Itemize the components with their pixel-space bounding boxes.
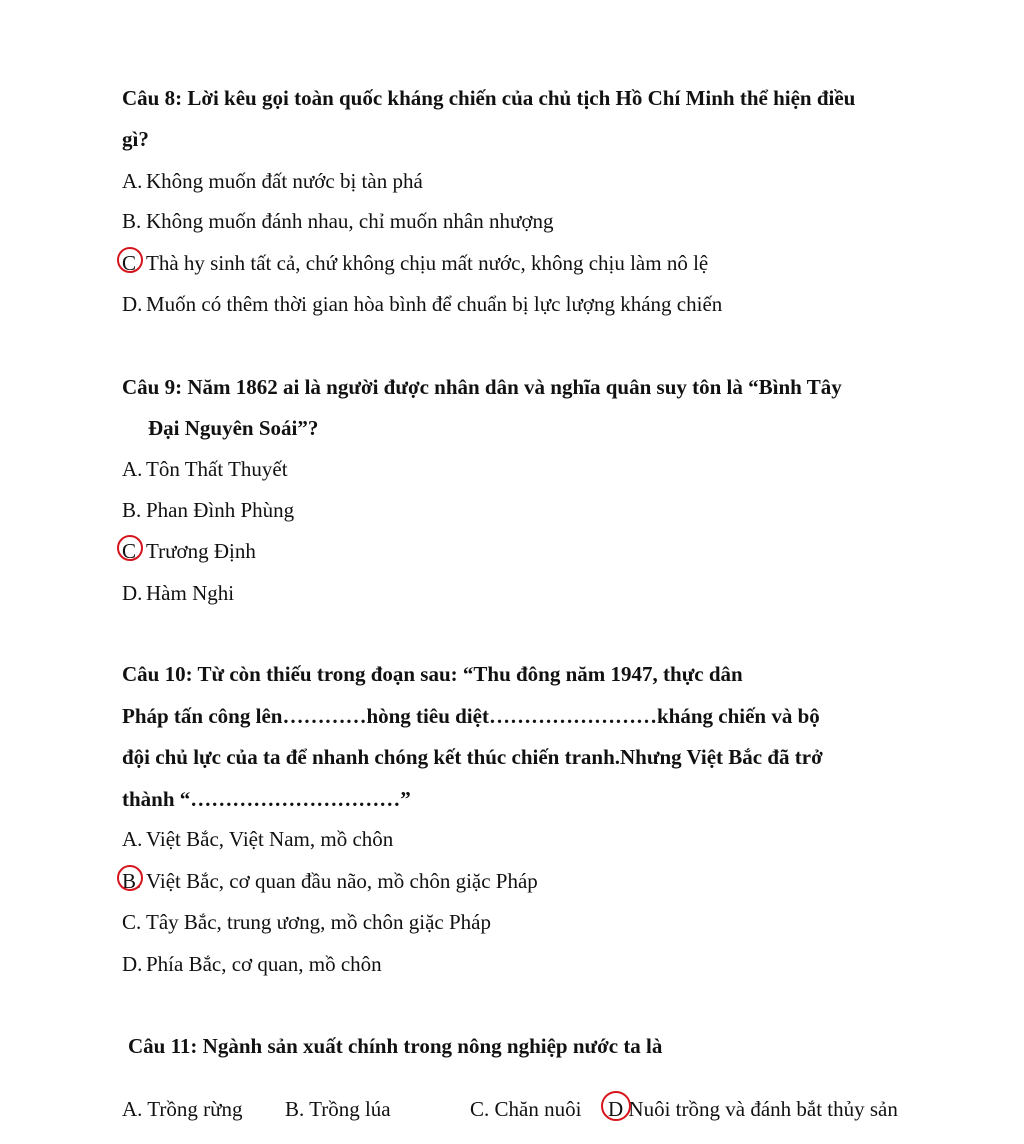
question-10-option-d bbox=[122, 951, 382, 977]
question-9-option-d bbox=[122, 580, 234, 606]
option-text: Không muốn đánh nhau, chỉ muốn nhân nhượng bbox=[146, 209, 554, 233]
question-10-option-b bbox=[122, 868, 538, 894]
question-10-line-3: đội chủ lực của ta để nhanh chóng kết thúc chiến tranh.Nhưng Việt Bắc đã trở bbox=[122, 745, 823, 769]
question-8-option-d bbox=[122, 291, 722, 317]
question-9-option-c bbox=[122, 538, 256, 564]
circled-answer-mark: D bbox=[608, 1097, 624, 1121]
option-text: Việt Bắc, cơ quan đầu não, mồ chôn giặc Pháp bbox=[146, 869, 538, 893]
option-letter: A. bbox=[122, 1097, 143, 1121]
option-letter: D. bbox=[122, 581, 143, 605]
option-text: Tây Bắc, trung ương, mồ chôn giặc Pháp bbox=[146, 910, 491, 934]
option-text: Trồng rừng bbox=[147, 1097, 243, 1121]
question-11-option-c bbox=[470, 1096, 581, 1122]
option-letter: C. bbox=[122, 910, 142, 934]
circled-answer-mark: C bbox=[122, 250, 146, 276]
option-text: Nuôi trồng và đánh bắt thủy sản bbox=[628, 1097, 898, 1121]
option-text: Trồng lúa bbox=[309, 1097, 391, 1121]
question-8-line-1: Câu 8: Lời kêu gọi toàn quốc kháng chiến của chủ tịch Hồ Chí Minh thể hiện điều bbox=[122, 86, 856, 110]
question-9-line-1: Câu 9: Năm 1862 ai là người được nhân dân và nghĩa quân suy tôn là “Bình Tây bbox=[122, 375, 842, 399]
circled-answer-mark: B. bbox=[122, 868, 146, 894]
question-11-option-b bbox=[285, 1096, 391, 1122]
option-text: Phía Bắc, cơ quan, mồ chôn bbox=[146, 952, 382, 976]
question-9-line-2: Đại Nguyên Soái”? bbox=[148, 416, 319, 440]
option-text: Việt Bắc, Việt Nam, mồ chôn bbox=[146, 827, 394, 851]
option-text: Chăn nuôi bbox=[494, 1097, 582, 1121]
option-letter: D. bbox=[122, 292, 143, 316]
question-10-line-2: Pháp tấn công lên…………hòng tiêu diệt……………………kháng chiến và bộ bbox=[122, 704, 820, 728]
option-letter: B. bbox=[285, 1097, 305, 1121]
option-letter: D. bbox=[122, 952, 143, 976]
question-9-option-b bbox=[122, 497, 294, 523]
question-10-option-c bbox=[122, 909, 491, 935]
question-10-option-a bbox=[122, 826, 393, 852]
option-letter: B. bbox=[122, 498, 142, 522]
option-text: Muốn có thêm thời gian hòa bình để chuẩn bị lực lượng kháng chiến bbox=[146, 292, 723, 316]
question-8-option-b bbox=[122, 208, 553, 234]
question-10-line-4: thành “…………………………” bbox=[122, 787, 411, 811]
question-8-option-c bbox=[122, 250, 708, 276]
option-letter: A. bbox=[122, 457, 143, 481]
option-text: Tôn Thất Thuyết bbox=[146, 457, 288, 481]
option-text: Thà hy sinh tất cả, chứ không chịu mất nước, không chịu làm nô lệ bbox=[146, 251, 709, 275]
circled-answer-mark: C bbox=[122, 538, 146, 564]
option-letter: C. bbox=[470, 1097, 490, 1121]
option-letter: B. bbox=[122, 209, 142, 233]
option-letter: A. bbox=[122, 169, 143, 193]
question-11-line-1: Câu 11: Ngành sản xuất chính trong nông nghiệp nước ta là bbox=[128, 1034, 663, 1058]
question-9-option-a bbox=[122, 456, 288, 482]
question-10-line-1: Câu 10: Từ còn thiếu trong đoạn sau: “Thu đông năm 1947, thực dân bbox=[122, 662, 743, 686]
option-letter: A. bbox=[122, 827, 143, 851]
option-text: Hàm Nghi bbox=[146, 581, 235, 605]
question-11-option-d bbox=[608, 1096, 898, 1122]
option-text: Trương Định bbox=[146, 539, 256, 563]
option-text: Không muốn đất nước bị tàn phá bbox=[146, 169, 423, 193]
question-8-line-2: gì? bbox=[122, 127, 149, 151]
question-11-option-a bbox=[122, 1096, 243, 1122]
question-8-option-a bbox=[122, 168, 423, 194]
option-text: Phan Đình Phùng bbox=[146, 498, 295, 522]
